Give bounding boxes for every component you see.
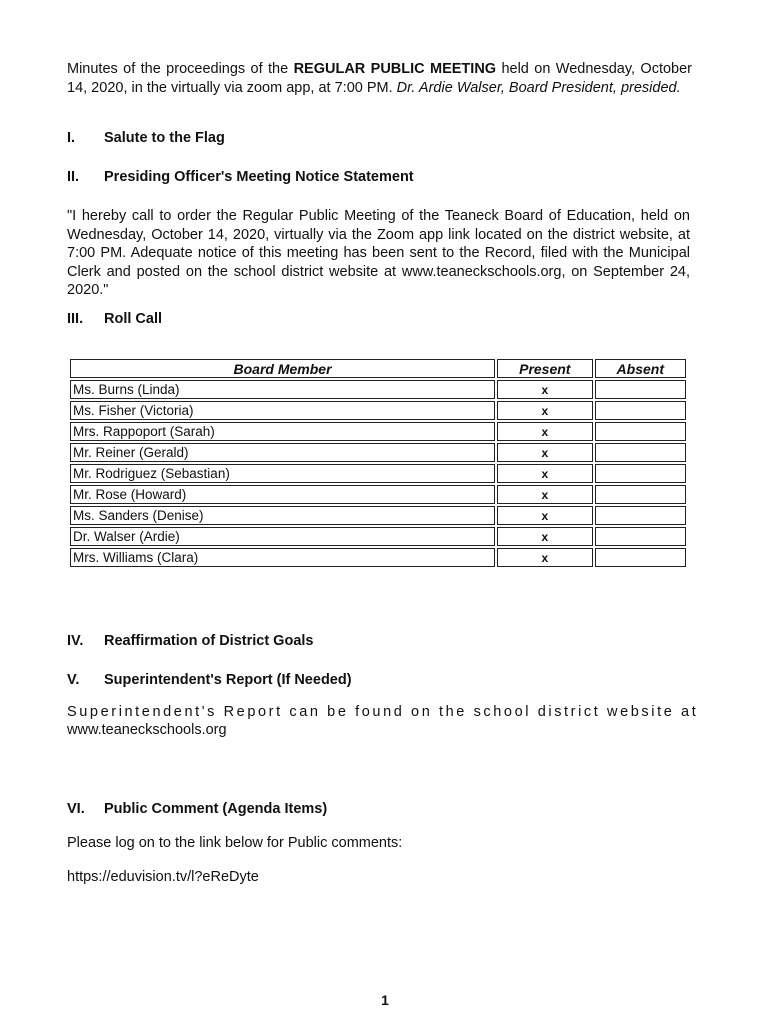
header-absent: Absent [595,359,686,378]
page-number: 1 [381,992,389,1008]
section-title: Salute to the Flag [104,130,225,146]
present-mark: x [497,506,592,525]
section-title: Superintendent's Report (If Needed) [104,672,352,688]
header-board-member: Board Member [70,359,495,378]
intro-middle: held on Wednesday, October 14, 2020, in the virtually via zoom app, at 7:00 PM. [67,61,692,96]
section-5-heading [67,672,352,688]
presider: Dr. Ardie Walser, Board President, presided. [396,80,681,96]
member-name: Mr. Rodriguez (Sebastian) [70,464,495,483]
section-title: Reaffirmation of District Goals [104,633,314,649]
section-title: Roll Call [104,311,163,327]
present-mark: x [497,485,592,504]
absent-mark [595,401,686,420]
public-comment-instruction: Please log on to the link below for Public comments: [67,835,403,851]
member-name: Mr. Reiner (Gerald) [70,443,495,462]
absent-mark [595,485,686,504]
present-mark: x [497,548,592,567]
section-number: III. [67,311,84,327]
absent-mark [595,527,686,546]
table-row [70,548,686,567]
public-comment-link[interactable]: https://eduvision.tv/l?eReDyte [67,869,259,885]
table-row [70,527,686,546]
section-number: VI. [67,801,85,817]
table-row [70,422,686,441]
section-title: Presiding Officer's Meeting Notice Statement [104,169,414,185]
member-name: Ms. Sanders (Denise) [70,506,495,525]
section-number: V. [67,672,80,688]
member-name: Ms. Fisher (Victoria) [70,401,495,420]
present-mark: x [497,443,592,462]
absent-mark [595,443,686,462]
section-6-heading [67,801,327,817]
present-mark: x [497,380,592,399]
member-name: Mrs. Rappoport (Sarah) [70,422,495,441]
member-name: Mr. Rose (Howard) [70,485,495,504]
absent-mark [595,422,686,441]
header-present: Present [497,359,592,378]
absent-mark [595,506,686,525]
section-title: Public Comment (Agenda Items) [104,801,328,817]
table-row [70,506,686,525]
absent-mark [595,548,686,567]
superintendent-report-website: www.teaneckschools.org [67,722,227,738]
table-row [70,485,686,504]
intro-before: Minutes of the proceedings of the [67,61,294,77]
table-row [70,464,686,483]
table-row [70,443,686,462]
section-1-heading [67,130,225,146]
table-row [70,401,686,420]
table-row [70,380,686,399]
section-number: II. [67,169,80,185]
superintendent-report-line: Superintendent's Report can be found on the school district website at [67,704,699,720]
absent-mark [595,380,686,399]
section-4-heading [67,633,313,649]
intro-paragraph [67,60,692,98]
roll-call-table [68,357,688,569]
section-3-heading [67,311,162,327]
meeting-type: REGULAR PUBLIC MEETING [293,61,497,77]
present-mark: x [497,422,592,441]
section-2-heading [67,169,414,185]
section-number: I. [67,130,76,146]
table-header-row [70,359,686,378]
present-mark: x [497,401,592,420]
notice-statement: "I hereby call to order the Regular Public Meeting of the Teaneck Board of Education, held on Wednesday, October 14, 2020, virtually via the Zoom app link located on the district website, at 7:00 PM. Adequate notice of this meeting has been sent to the Record, filed with the Municipal Clerk and posted on the school district website at www.teaneckschools.org, on September 24, 2020." [67,208,690,299]
absent-mark [595,464,686,483]
present-mark: x [497,527,592,546]
section-number: IV. [67,633,84,649]
present-mark: x [497,464,592,483]
member-name: Dr. Walser (Ardie) [70,527,495,546]
member-name: Mrs. Williams (Clara) [70,548,495,567]
member-name: Ms. Burns (Linda) [70,380,495,399]
